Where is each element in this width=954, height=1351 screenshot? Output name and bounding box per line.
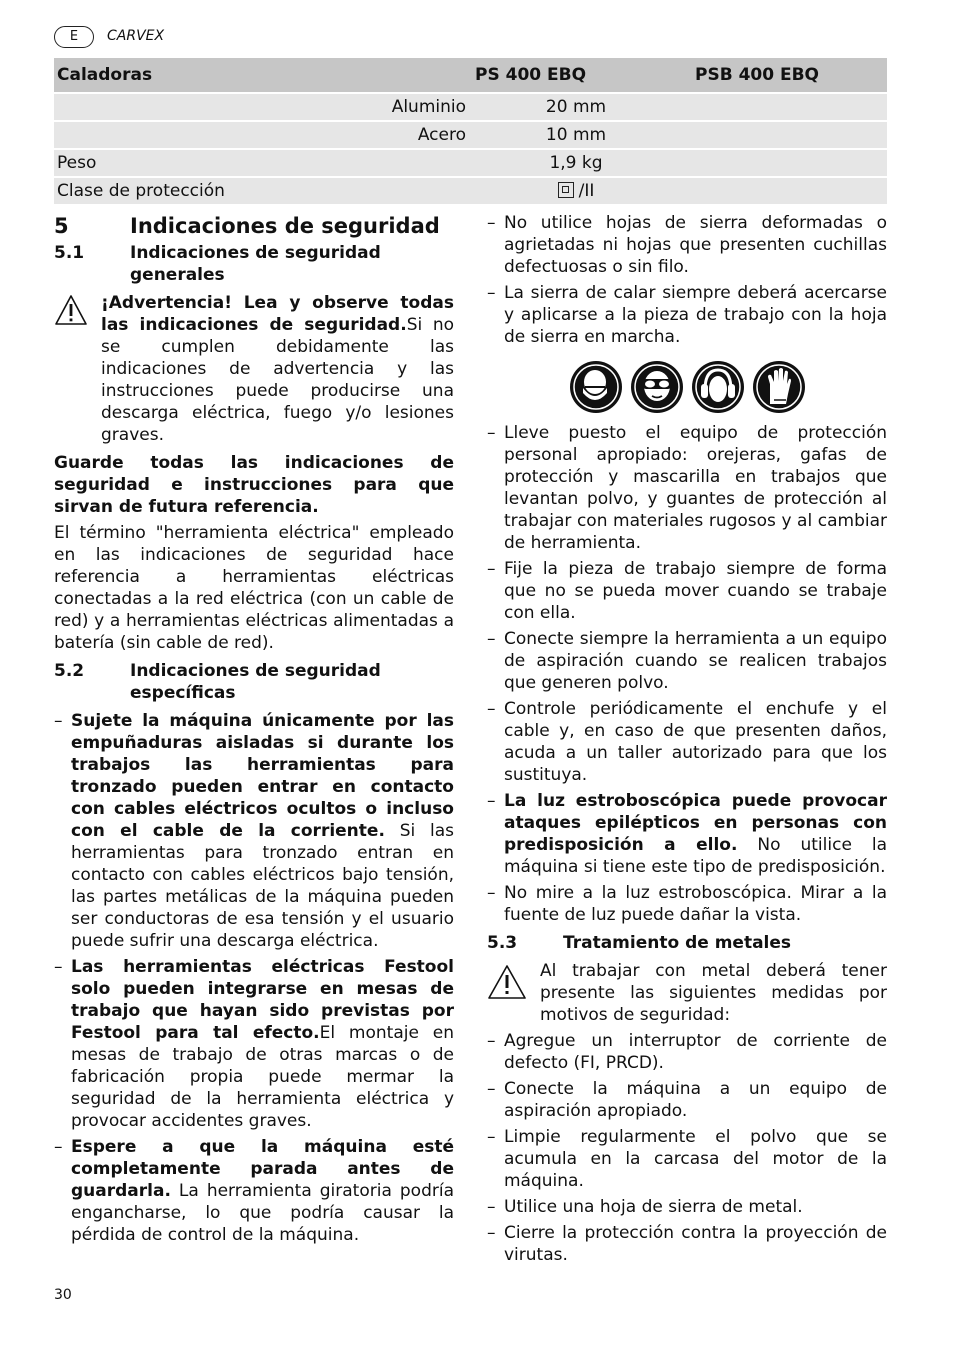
table-row (54, 149, 887, 177)
section-number: 5 (54, 214, 69, 238)
dust-mask-icon (569, 360, 623, 414)
list-item: – Agregue un interruptor de corriente de defecto (FI, PRCD). (487, 1030, 887, 1074)
brand-name: CARVEX (107, 28, 165, 44)
list-item (54, 956, 454, 1132)
table-header-cell: PS 400 EBQ (472, 58, 692, 93)
list-item: – Fije la pieza de trabajo siempre de forma que no se pueda mover cuando se trabaje con ella. (487, 558, 887, 624)
row-value: 1,9 kg (472, 149, 887, 177)
table-header-row (54, 58, 887, 93)
list-item: – No mire a la luz estroboscópica. Mirar a la fuente de luz puede dañar la vista. (487, 882, 887, 926)
row-label: Acero (54, 121, 472, 149)
table-header-cell: Caladoras (54, 58, 472, 93)
keep-instructions-bold: Guarde todas las indicaciones de seguridad e instrucciones para que sirvan de futura referencia. (54, 453, 454, 517)
list-item: – Lleve puesto el equipo de protección personal apropiado: orejeras, gafas de protección y mascarilla en trabajos que levantan polvo, y guantes de protección al trabajar con materiales rugosos y al cambiar de herramienta. (487, 422, 887, 554)
item-bold: Espere a que la máquina esté completamente parada antes de guardarla. (71, 1137, 454, 1201)
metal-safety-list (487, 1030, 887, 1266)
item-bold: Las herramientas eléctricas Festool solo pueden integrarse en mesas de trabajo que hayan sido previstas por Festool para tal efecto. (71, 957, 454, 1043)
warning-triangle-icon (54, 294, 88, 326)
table-row (54, 177, 887, 204)
warning-triangle-icon (487, 964, 527, 1000)
section-number: 5.3 (487, 933, 518, 953)
right-column (487, 212, 887, 1270)
section-5-heading (54, 212, 454, 240)
ear-protection-icon (691, 360, 745, 414)
list-item (487, 790, 887, 878)
metal-warning (487, 960, 887, 1026)
keep-instructions (54, 452, 454, 518)
item-bold: La luz estroboscópica puede provocar ataques epilépticos en personas con predisposición a ello. (504, 791, 887, 855)
left-column (54, 212, 454, 1250)
row-label: Aluminio (54, 93, 472, 121)
general-warning (54, 292, 454, 446)
row-value: 10 mm (472, 121, 887, 149)
section-title: Indicaciones de seguridad específicas (130, 661, 381, 703)
warning-text: Si no se cumplen debidamente las indicaciones de advertencia y las instrucciones puede producirse una descarga eléctrica, fuego y/o lesiones graves. (101, 315, 454, 445)
section-5-3-heading (487, 932, 887, 954)
row-label: Clase de protección (54, 177, 472, 204)
list-item: – Controle periódicamente el enchufe y el cable y, en caso de que presenten daños, acuda a un taller autorizado para que los sustituya. (487, 698, 887, 786)
list-item: – Limpie regularmente el polvo que se acumula en la carcasa del motor de la máquina. (487, 1126, 887, 1192)
specific-safety-list (54, 710, 454, 1246)
warning-bold: ¡Advertencia! Lea y observe todas las indicaciones de seguridad. (101, 293, 454, 335)
technical-data-table (54, 58, 887, 204)
ppe-safety-list (487, 422, 887, 926)
table-header-cell: PSB 400 EBQ (692, 58, 887, 93)
list-item: – Utilice una hoja de sierra de metal. (487, 1196, 887, 1218)
power-tool-term: El término "herramienta eléctrica" empleado en las indicaciones de seguridad hace referencia a herramientas eléctricas conectadas a la red eléctrica (con un cable de red) y a herramientas eléctricas alimentadas a batería (sin cable de red). (54, 523, 454, 653)
ppe-icons-row (487, 360, 887, 414)
table-row (54, 93, 887, 121)
section-number: 5.1 (54, 243, 85, 263)
double-square-icon (558, 182, 574, 198)
section-number: 5.2 (54, 661, 85, 681)
list-item: – Cierre la protección contra la proyección de virutas. (487, 1222, 887, 1266)
list-item: – La sierra de calar siempre deberá acercarse y aplicarse a la pieza de trabajo con la hoja de sierra en marcha. (487, 282, 887, 348)
section-title: Tratamiento de metales (563, 933, 792, 953)
section-title: Indicaciones de seguridad generales (130, 243, 381, 285)
row-value: 20 mm (472, 93, 887, 121)
item-text: El montaje en mesas de trabajo de otras marcas o de fabricación propia puede mermar la seguridad de la herramienta eléctrica y provocar accidentes graves. (71, 1023, 454, 1131)
item-bold: Sujete la máquina únicamente por las empuñaduras aisladas si durante los trabajos las herramientas para tronzado pueden entrar en contacto con cables eléctricos ocultos o incluso con el cable de la corriente. (71, 711, 454, 841)
warning-paragraph (54, 292, 454, 446)
safety-gloves-icon (752, 360, 806, 414)
item-text: La herramienta giratoria podría engancharse, lo que podría causar la pérdida de control de la máquina. (71, 1181, 454, 1245)
section-5-1-heading (54, 242, 454, 286)
list-item (54, 1136, 454, 1246)
list-item (54, 710, 454, 952)
table-row (54, 121, 887, 149)
blade-safety-list (487, 212, 887, 348)
item-text: Si las herramientas para tronzado entran en contacto con cables eléctricos bajo tensión, las partes metálicas de la máquina pueden ser conductoras de esa tensión y el usuario puede sufrir una descarga eléctrica. (71, 821, 454, 951)
row-label: Peso (54, 149, 472, 177)
metal-warning-text: Al trabajar con metal deberá tener presente las siguientes medidas por motivos de seguridad: (540, 961, 887, 1025)
section-5-2-heading (54, 660, 454, 704)
protection-class-value: /II (578, 181, 595, 201)
page-number: 30 (54, 1287, 72, 1303)
list-item: – No utilice hojas de sierra deformadas o agrietadas ni hojas que presenten cuchillas defectuosas o sin filo. (487, 212, 887, 278)
list-item: – Conecte la máquina a un equipo de aspiración apropiado. (487, 1078, 887, 1122)
safety-goggles-icon (630, 360, 684, 414)
item-text: No utilice la máquina si tiene este tipo de predisposición. (504, 835, 888, 877)
row-value-protection (472, 177, 887, 204)
section-title: Indicaciones de seguridad (130, 214, 440, 238)
language-badge: E (54, 26, 94, 48)
list-item: – Conecte siempre la herramienta a un equipo de aspiración cuando se realicen trabajos que generen polvo. (487, 628, 887, 694)
